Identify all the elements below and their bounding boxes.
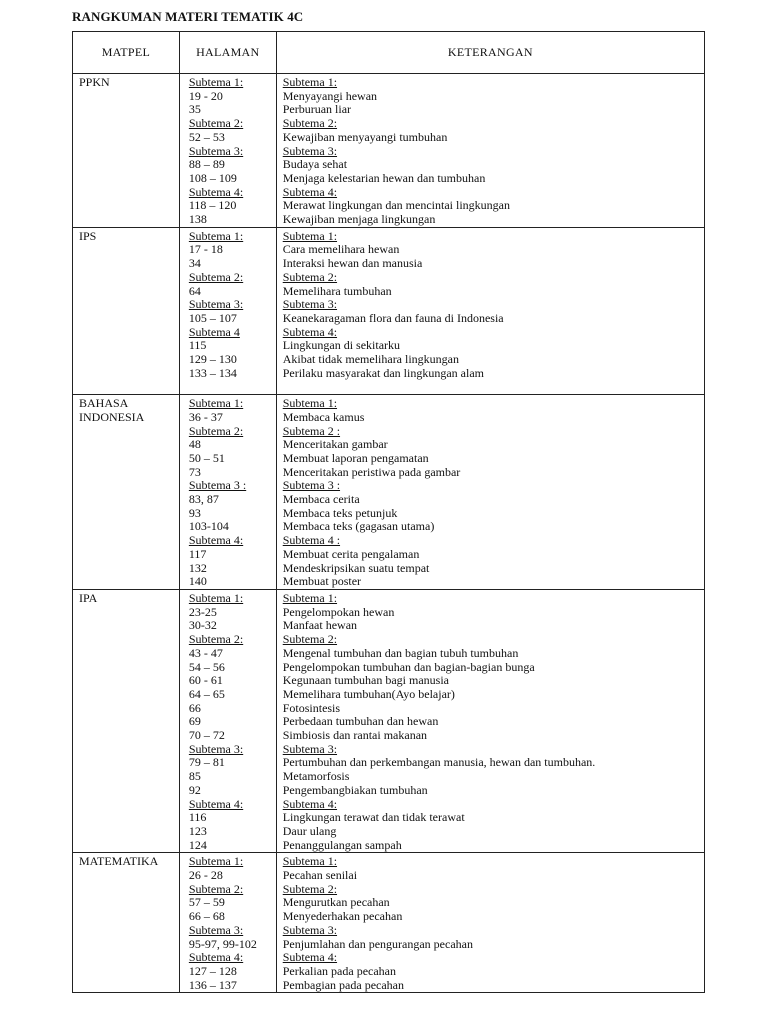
notes-subtema-label: Subtema 2:: [282, 269, 338, 284]
notes-line: Penanggulangan sampah: [282, 837, 402, 852]
pages-line: 66: [188, 700, 201, 715]
notes-subtema-label: Subtema 3:: [282, 741, 338, 756]
notes-cell: [276, 74, 704, 228]
notes-line: Merawat lingkungan dan mencintai lingkungan: [282, 198, 510, 213]
notes-line: Menceritakan gambar: [282, 437, 388, 452]
pages-subtema-label: Subtema 2:: [188, 423, 244, 438]
pages-subtema-label: Subtema 1:: [188, 75, 244, 89]
subject-line: MATEMATIKA: [79, 854, 159, 869]
subject-cell: [73, 590, 180, 853]
notes-line: Simbiosis dan rantai makanan: [282, 728, 428, 743]
notes-line: Metamorfosis: [282, 769, 350, 784]
notes-line: Membaca kamus: [282, 409, 365, 424]
pages-line: 23-25: [188, 604, 217, 619]
notes-line: Budaya sehat: [282, 157, 348, 172]
pages-line: 50 – 51: [188, 450, 225, 465]
notes-line: [283, 380, 704, 394]
pages-line: 64: [188, 283, 201, 298]
notes-line: Akibat tidak memelihara lingkungan: [282, 352, 460, 367]
notes-line: Memelihara tumbuhan(Ayo belajar): [282, 686, 455, 701]
subject-line: INDONESIA: [79, 409, 145, 424]
notes-line: Pecahan senilai: [282, 868, 358, 883]
header-halaman: HALAMAN: [179, 32, 276, 74]
notes-subtema-label: Subtema 2:: [282, 881, 338, 896]
pages-line: 103-104: [188, 519, 229, 534]
pages-line: 26 - 28: [188, 868, 223, 883]
notes-subtema-label: Subtema 3 :: [282, 478, 341, 493]
pages-line: 95-97, 99-102: [188, 936, 257, 951]
pages-line: 83, 87: [188, 492, 219, 507]
notes-subtema-label: Subtema 1:: [282, 228, 338, 243]
pages-line: 88 – 89: [188, 157, 225, 172]
pages-subtema-label: Subtema 3:: [188, 143, 244, 158]
header-matpel: MATPEL: [73, 32, 180, 74]
notes-line: Fotosintesis: [282, 700, 341, 715]
pages-line: 17 - 18: [188, 242, 223, 257]
notes-line: Membaca teks petunjuk: [282, 505, 398, 520]
notes-line: Perkalian pada pecahan: [282, 963, 396, 978]
pages-subtema-label: Subtema 2:: [188, 881, 244, 896]
notes-line: Membaca teks (gagasan utama): [282, 519, 435, 534]
notes-line: Kewajiban menjaga lingkungan: [282, 212, 436, 227]
notes-line: Daur ulang: [282, 823, 337, 838]
notes-line: Menyederhakan pecahan: [282, 909, 403, 924]
pages-line: 69: [188, 714, 201, 729]
notes-subtema-label: Subtema 1:: [282, 396, 338, 411]
notes-line: Mengenal tumbuhan dan bagian tubuh tumbuhan: [282, 645, 519, 660]
pages-line: 60 - 61: [188, 673, 223, 688]
notes-line: Menceritakan peristiwa pada gambar: [282, 464, 461, 479]
pages-line: 118 – 120: [188, 198, 237, 213]
header-row: [73, 32, 705, 74]
pages-line: 30-32: [188, 618, 217, 633]
document-title: RANGKUMAN MATERI TEMATIK 4C: [72, 9, 304, 24]
pages-line: 117: [188, 546, 207, 561]
pages-line: 79 – 81: [188, 755, 225, 770]
pages-line: 123: [188, 823, 207, 838]
table-row: [73, 227, 705, 394]
table-row: [73, 853, 705, 993]
notes-line: Penjumlahan dan pengurangan pecahan: [282, 936, 473, 951]
pages-subtema-label: Subtema 3:: [188, 297, 244, 312]
pages-cell: [179, 74, 276, 228]
pages-line: 36 - 37: [188, 409, 223, 424]
notes-subtema-label: Subtema 1:: [282, 591, 338, 605]
notes-line: Membuat cerita pengalaman: [282, 546, 420, 561]
notes-line: Mengurutkan pecahan: [282, 895, 390, 910]
notes-line: Kegunaan tumbuhan bagi manusia: [282, 673, 450, 688]
notes-line: Interaksi hewan dan manusia: [282, 256, 423, 271]
pages-line: 48: [188, 437, 201, 452]
notes-cell: [276, 395, 704, 590]
subject-cell: [73, 227, 180, 394]
pages-line: 124: [188, 837, 207, 852]
pages-subtema-label: Subtema 4:: [188, 796, 244, 811]
pages-subtema-label: Subtema 2:: [188, 116, 244, 131]
notes-line: Perburuan liar: [282, 102, 352, 117]
pages-subtema-label: Subtema 4:: [188, 950, 244, 965]
notes-line: Pembagian pada pecahan: [282, 977, 404, 992]
pages-line: 57 – 59: [188, 895, 225, 910]
pages-subtema-label: Subtema 3:: [188, 741, 244, 756]
subject-line: IPA: [79, 591, 98, 605]
notes-subtema-label: Subtema 4:: [282, 796, 338, 811]
notes-line: Pengembangbiakan tumbuhan: [282, 782, 428, 797]
table-row: [73, 590, 705, 853]
pages-line: 35: [188, 102, 201, 117]
notes-line: Lingkungan di sekitarku: [282, 338, 401, 353]
notes-line: Memelihara tumbuhan: [282, 283, 392, 298]
pages-line: 140: [188, 574, 207, 589]
pages-subtema-label: Subtema 1:: [188, 591, 244, 605]
notes-line: Mendeskripsikan suatu tempat: [282, 560, 430, 575]
pages-subtema-label: Subtema 3:: [188, 922, 244, 937]
pages-line: 93: [188, 505, 201, 520]
pages-line: 133 – 134: [188, 365, 237, 380]
notes-subtema-label: Subtema 4:: [282, 324, 338, 339]
notes-subtema-label: Subtema 2:: [282, 116, 338, 131]
pages-line: 43 - 47: [188, 645, 223, 660]
notes-cell: [276, 853, 704, 993]
pages-line: 85: [188, 769, 201, 784]
notes-subtema-label: Subtema 4:: [282, 950, 338, 965]
notes-line: Pengelompokan tumbuhan dan bagian-bagian bunga: [282, 659, 535, 674]
pages-line: 105 – 107: [188, 310, 237, 325]
pages-line: 92: [188, 782, 201, 797]
subject-line: BAHASA: [79, 396, 129, 411]
notes-line: Perbedaan tumbuhan dan hewan: [282, 714, 439, 729]
pages-subtema-label: Subtema 4:: [188, 184, 244, 199]
pages-cell: [179, 395, 276, 590]
table-row: [73, 74, 705, 228]
notes-line: Pengelompokan hewan: [282, 604, 395, 619]
pages-line: 116: [188, 810, 207, 825]
pages-subtema-label: Subtema 4: [188, 324, 240, 339]
pages-line: 19 - 20: [188, 88, 223, 103]
header-keterangan: KETERANGAN: [276, 32, 704, 74]
summary-table: [72, 31, 705, 993]
notes-line: Manfaat hewan: [282, 618, 358, 633]
pages-cell: [179, 227, 276, 394]
pages-subtema-label: Subtema 1:: [188, 228, 244, 243]
notes-subtema-label: Subtema 3:: [282, 297, 338, 312]
notes-line: Membuat poster: [282, 574, 362, 589]
pages-line: 73: [188, 464, 201, 479]
notes-line: Menjaga kelestarian hewan dan tumbuhan: [282, 170, 486, 185]
pages-cell: [179, 590, 276, 853]
notes-line: Membuat laporan pengamatan: [282, 450, 429, 465]
pages-line: 52 – 53: [188, 129, 225, 144]
notes-subtema-label: Subtema 4 :: [282, 533, 341, 548]
pages-cell: [179, 853, 276, 993]
notes-line: Menyayangi hewan: [282, 88, 378, 103]
pages-subtema-label: Subtema 2:: [188, 632, 244, 647]
notes-subtema-label: Subtema 1:: [282, 75, 338, 89]
subject-cell: [73, 74, 180, 228]
pages-line: 138: [188, 212, 207, 227]
notes-line: Membaca cerita: [282, 492, 360, 507]
notes-cell: [276, 590, 704, 853]
notes-subtema-label: Subtema 3:: [282, 143, 338, 158]
notes-subtema-label: Subtema 3:: [282, 922, 338, 937]
pages-line: 132: [188, 560, 207, 575]
pages-line: 129 – 130: [188, 352, 237, 367]
pages-line: 136 – 137: [188, 977, 237, 992]
notes-subtema-label: Subtema 1:: [282, 854, 338, 869]
pages-line: 64 – 65: [188, 686, 225, 701]
notes-subtema-label: Subtema 4:: [282, 184, 338, 199]
pages-subtema-label: Subtema 3 :: [188, 478, 247, 493]
notes-line: Lingkungan terawat dan tidak terawat: [282, 810, 465, 825]
subject-cell: [73, 395, 180, 590]
notes-line: Perilaku masyarakat dan lingkungan alam: [282, 365, 484, 380]
pages-subtema-label: Subtema 1:: [188, 854, 244, 869]
pages-line: 108 – 109: [188, 170, 237, 185]
notes-line: Cara memelihara hewan: [282, 242, 400, 257]
pages-line: [189, 380, 276, 394]
table-row: [73, 395, 705, 590]
table-body: [73, 74, 705, 993]
pages-line: 70 – 72: [188, 728, 225, 743]
subject-line: PPKN: [79, 75, 110, 89]
pages-line: 115: [188, 338, 207, 353]
pages-line: 127 – 128: [188, 963, 237, 978]
notes-line: Keanekaragaman flora dan fauna di Indonesia: [282, 310, 504, 325]
pages-line: 54 – 56: [188, 659, 225, 674]
subject-cell: [73, 853, 180, 993]
notes-line: Kewajiban menyayangi tumbuhan: [282, 129, 448, 144]
pages-subtema-label: Subtema 4:: [188, 533, 244, 548]
pages-line: 34: [188, 256, 201, 271]
notes-subtema-label: Subtema 2 :: [282, 423, 341, 438]
notes-subtema-label: Subtema 2:: [282, 632, 338, 647]
pages-subtema-label: Subtema 2:: [188, 269, 244, 284]
notes-line: Pertumbuhan dan perkembangan manusia, hewan dan tumbuhan.: [282, 755, 596, 770]
subject-line: IPS: [79, 228, 97, 243]
notes-cell: [276, 227, 704, 394]
pages-line: 66 – 68: [188, 909, 225, 924]
pages-subtema-label: Subtema 1:: [188, 396, 244, 411]
